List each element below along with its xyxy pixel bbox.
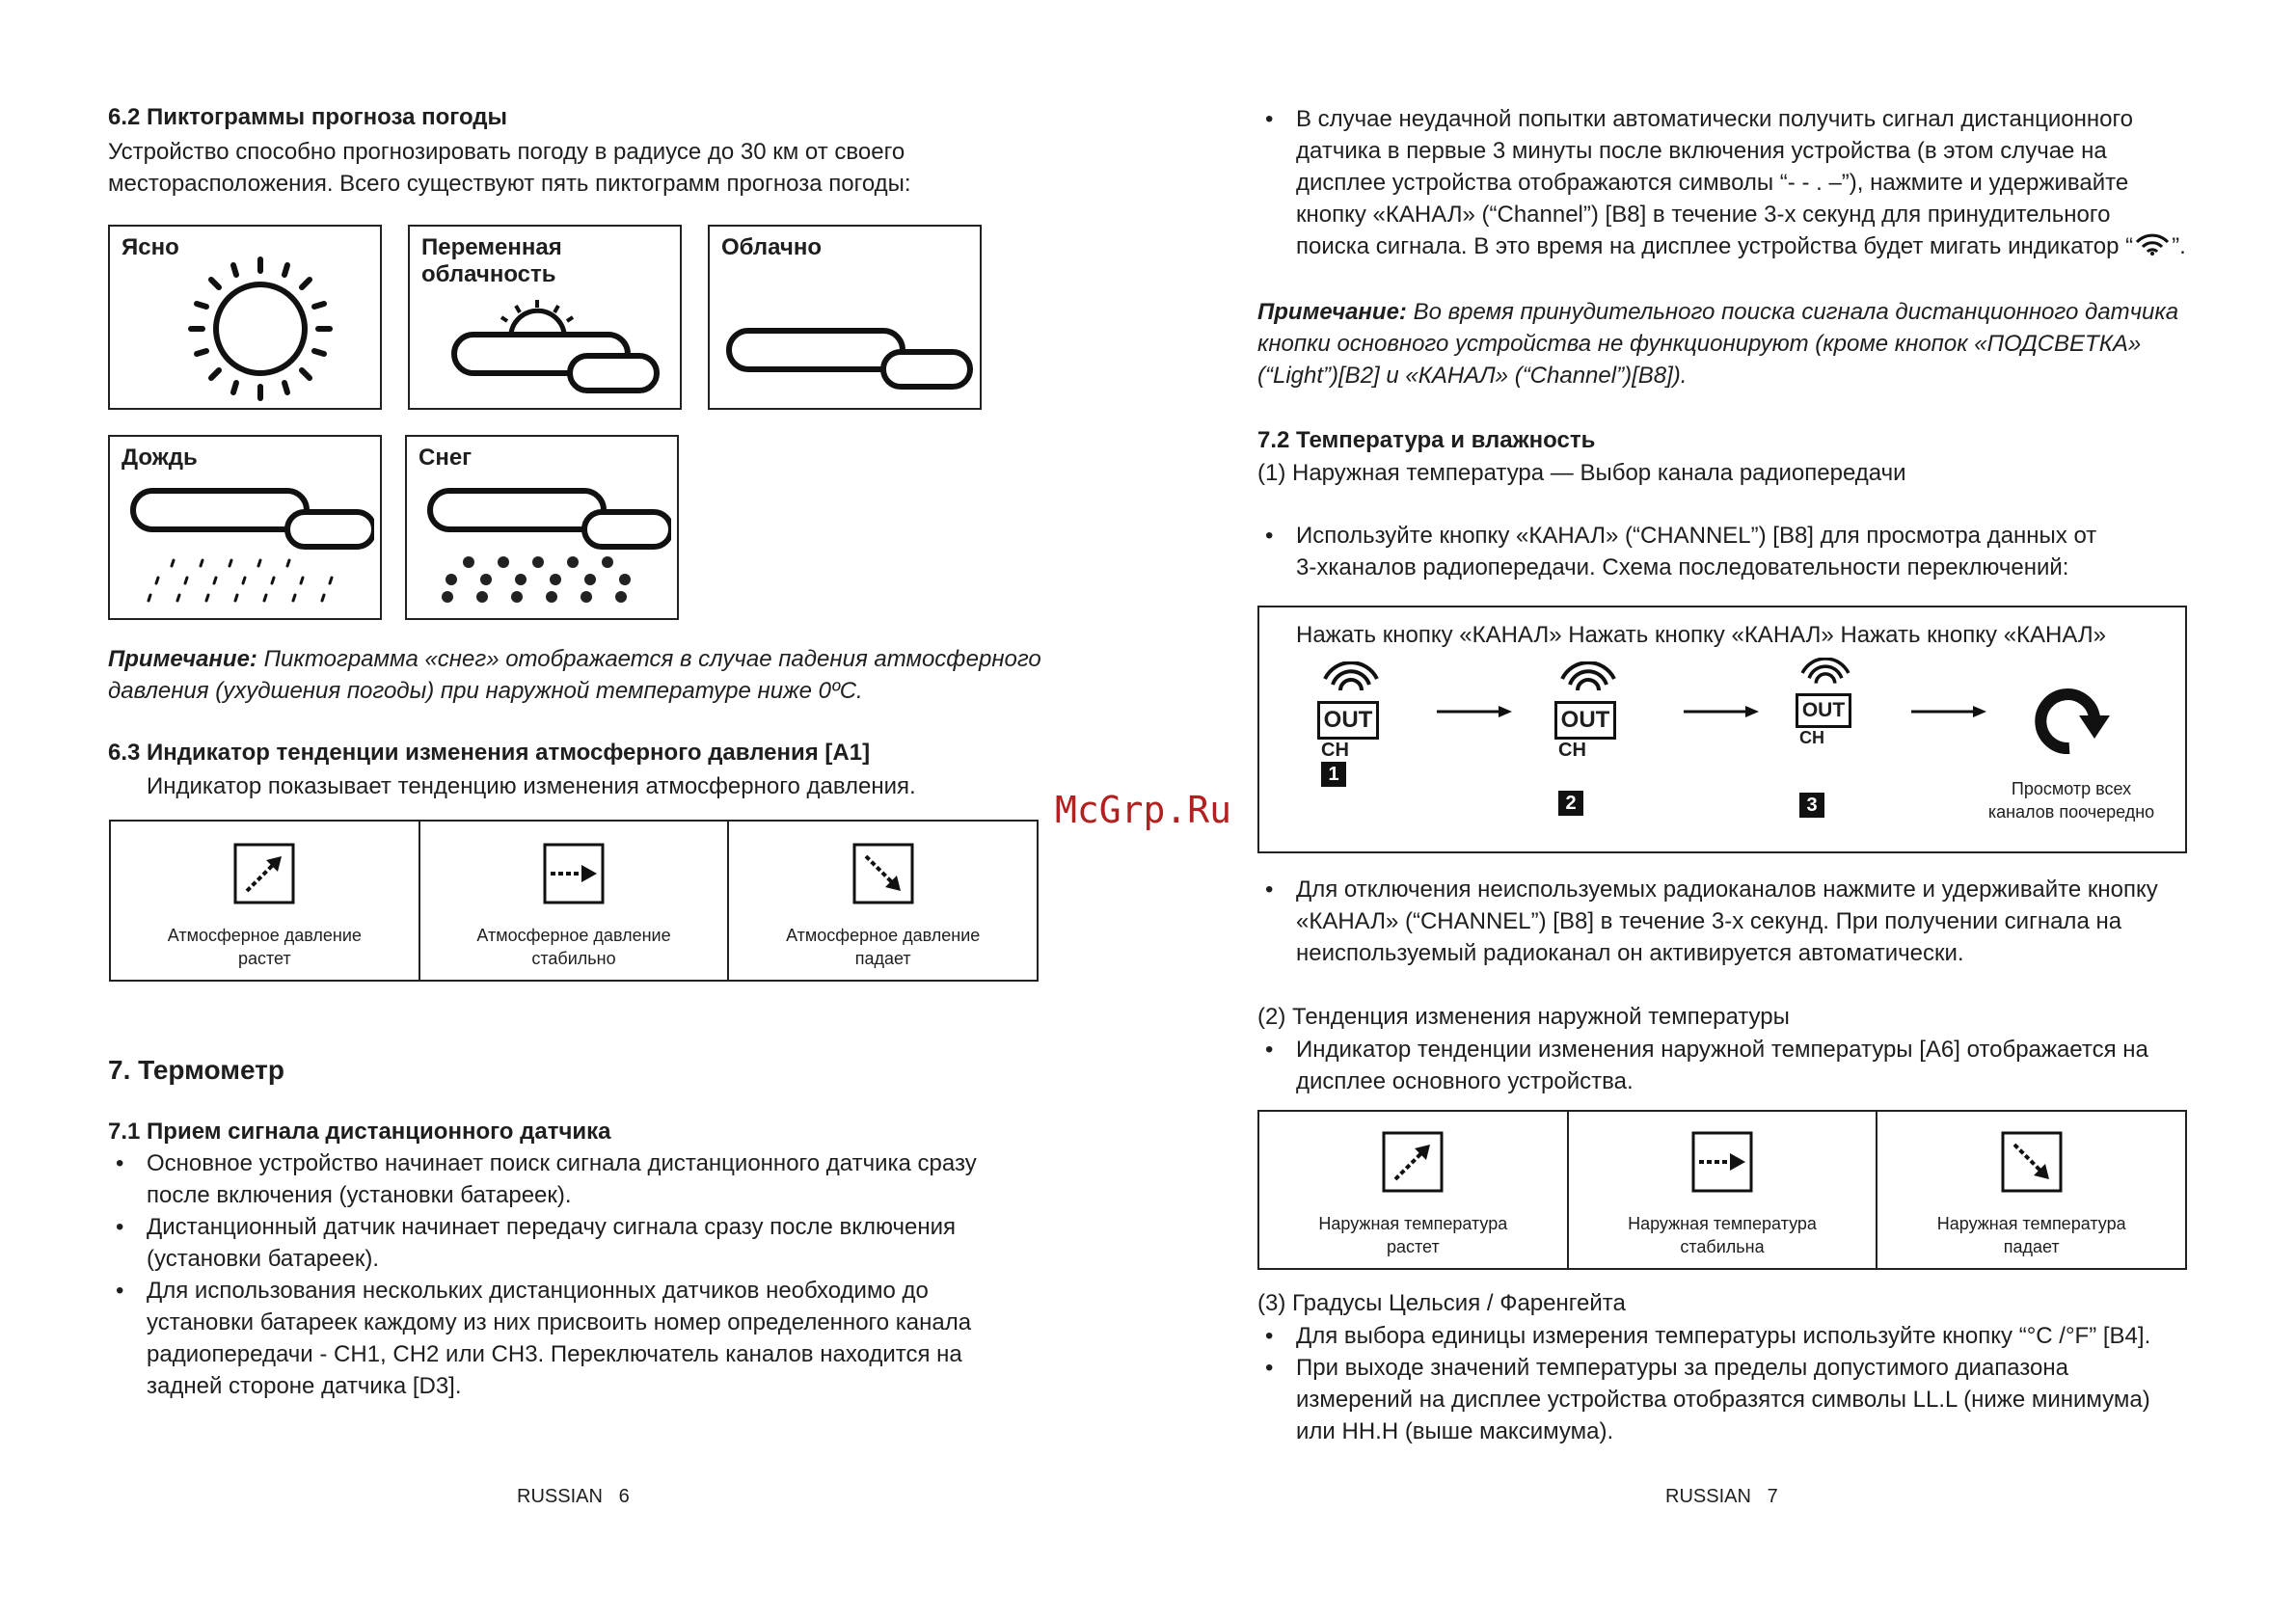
list-item: • Индикатор тенденции изменения наружной температуры [A6] отображается на дисплее основного устройства.	[1257, 1034, 2148, 1097]
section-6-2-text: Устройство способно прогнозировать погоду в радиусе до 30 км от своего месторасположения. Всего существуют пять пиктограмм прогноза погоды:	[108, 139, 911, 197]
arrow-right-icon	[1684, 704, 1761, 719]
arrow-right-icon	[1691, 1131, 1753, 1193]
arrow-right-icon	[543, 843, 605, 904]
note-snow: Примечание: Пиктограмма «снег» отображается в случае падения атмосферного давления (ухудшения погоды) при наружной температуре ниже 0ºC.	[108, 646, 1041, 704]
cycle-icon	[2031, 681, 2112, 758]
signal-search-list	[1257, 103, 2186, 262]
list-item: • Основное устройство начинает поиск сигнала дистанционного датчика сразу после включения (установки батареек).	[108, 1147, 977, 1211]
section-7-1-list	[108, 1147, 977, 1402]
cloud-icon	[723, 323, 974, 400]
channel-2-icon: OUT CH 2	[1554, 661, 1632, 816]
sun-icon	[166, 246, 359, 410]
temp-falling-cell: Наружная температура падает	[1877, 1112, 2185, 1268]
temp-trend-list	[1257, 1034, 2148, 1097]
page-number-left: RUSSIAN 6	[517, 1486, 630, 1507]
arrow-down-right-icon	[2001, 1131, 2063, 1193]
list-item: • Дистанционный датчик начинает передачу сигнала сразу после включения (установки батареек).	[108, 1211, 977, 1275]
arrow-up-right-icon	[1382, 1131, 1444, 1193]
arrow-down-right-icon	[852, 843, 914, 904]
section-6-2-title: 6.2 Пиктограммы прогноза погоды	[108, 104, 508, 130]
units-subtitle: (3) Градусы Цельсия / Фаренгейта	[1257, 1290, 1626, 1316]
list-item: • Для отключения неиспользуемых радиоканалов нажмите и удерживайте кнопку «КАНАЛ» (“CHANNEL”) [B8] в течение 3-х секунд. При получении сигнала на неиспользуемый радиоканал он активируется автоматически.	[1257, 874, 2158, 969]
channel-list	[1257, 520, 2096, 583]
signal-icon	[2133, 232, 2172, 256]
snow-icon	[420, 483, 671, 618]
list-item: • Для использования нескольких дистанционных датчиков необходимо до установки батареек каждому из них присвоить номер определенного канала радиопередачи - CH1, CH2 или CH3. Переключатель каналов находится на задней стороне датчика [D3].	[108, 1275, 977, 1402]
weather-clear-box: Ясно	[108, 225, 382, 410]
pressure-rising-cell: Атмосферное давление растет	[111, 822, 420, 980]
rain-icon	[123, 483, 374, 618]
arrow-right-icon	[1911, 704, 1988, 719]
outdoor-temp-subtitle: (1) Наружная температура — Выбор канала радиопередачи	[1257, 460, 1906, 486]
temperature-trend-table	[1257, 1110, 2187, 1270]
pressure-falling-cell: Атмосферное давление падает	[729, 822, 1037, 980]
arrow-right-icon	[1437, 704, 1514, 719]
list-item: • Используйте кнопку «КАНАЛ» (“CHANNEL”) [B8] для просмотра данных от 3-хканалов радиопередачи. Схема последовательности переключений:	[1257, 520, 2096, 583]
section-6-3-text: Индикатор показывает тенденцию изменения атмосферного давления.	[147, 773, 916, 799]
arrow-up-right-icon	[233, 843, 295, 904]
weather-partly-box: Переменная облачность	[408, 225, 682, 410]
weather-snow-box: Снег	[405, 435, 679, 620]
signal-icon	[1796, 658, 1855, 688]
disable-channel-list	[1257, 874, 2158, 969]
watermark: McGrp.Ru	[1055, 789, 1232, 831]
section-7-1-title: 7.1 Прием сигнала дистанционного датчика	[108, 1119, 611, 1145]
temp-rising-cell: Наружная температура растет	[1259, 1112, 1569, 1268]
section-7-title: 7. Термометр	[108, 1055, 284, 1085]
diagram-header: Нажать кнопку «КАНАЛ» Нажать кнопку «КАНАЛ» Нажать кнопку «КАНАЛ»	[1296, 622, 2106, 648]
channel-sequence-diagram	[1257, 606, 2187, 853]
section-6-3-title: 6.3 Индикатор тенденции изменения атмосферного давления [A1]	[108, 740, 871, 766]
list-item: • В случае неудачной попытки автоматически получить сигнал дистанционного датчика в первые 3 минуты после включения устройства (в этом случае на дисплее устройства отображаются символы “- - . –”), нажмите и удерживайте кнопку «КАНАЛ» (“Channel”) [B8] в течение 3-х секунд для принудительного поиска сигнала. В это время на дисплее устройства будет мигать индикатор “ ”.	[1257, 103, 2186, 262]
channel-3-icon: OUT CH 3	[1796, 658, 1873, 818]
list-item: • Для выбора единицы измерения температуры используйте кнопку “°C /°F” [B4].	[1257, 1320, 2150, 1352]
signal-icon	[1317, 661, 1385, 696]
units-list	[1257, 1320, 2150, 1447]
signal-icon	[1554, 661, 1622, 696]
temp-trend-subtitle: (2) Тенденция изменения наружной температуры	[1257, 1004, 1790, 1030]
pressure-trend-table	[109, 820, 1039, 982]
weather-rain-box: Дождь	[108, 435, 382, 620]
partly-cloudy-icon	[429, 296, 680, 402]
section-7-2-title: 7.2 Температура и влажность	[1257, 427, 1596, 453]
pressure-stable-cell: Атмосферное давление стабильно	[420, 822, 730, 980]
list-item: • При выходе значений температуры за пределы допустимого диапазона измерений на дисплее устройства отобразятся символы LL.L (ниже минимума) или HH.H (выше максимума).	[1257, 1352, 2150, 1447]
temp-stable-cell: Наружная температура стабильна	[1569, 1112, 1878, 1268]
all-channels-caption: Просмотр всех каналов поочередно	[1987, 779, 2155, 822]
page-number-right: RUSSIAN 7	[1665, 1486, 1778, 1507]
channel-1-icon: OUT CH 1	[1317, 661, 1394, 787]
weather-cloudy-box: Облачно	[708, 225, 982, 410]
note-forced-search: Примечание: Во время принудительного поиска сигнала дистанционного датчика кнопки основного устройства не функционируют (кроме кнопок «ПОДСВЕТКА» (“Light”)[B2] и «КАНАЛ» (“Channel”)[B8]).	[1257, 299, 2179, 389]
